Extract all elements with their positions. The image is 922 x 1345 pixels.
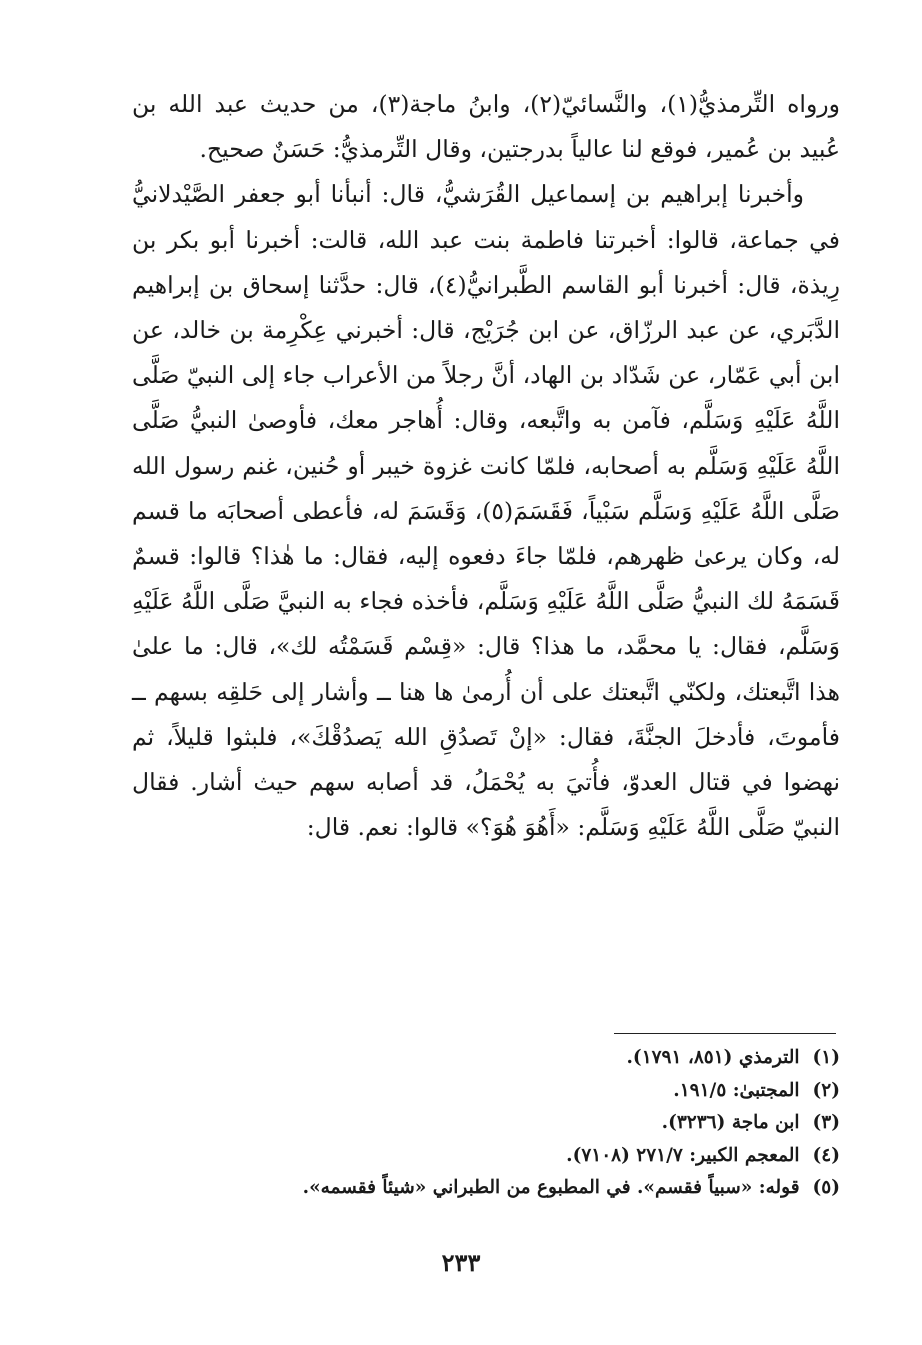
footnote-4 [132, 1140, 840, 1173]
footnote-text: ابن ماجة (٣٢٣٦). [661, 1112, 800, 1134]
footnote-number: (٢) [812, 1079, 840, 1101]
paragraph-1: ورواه التِّرمذيُّ(١)، والنَّسائيّ(٢)، وابنُ ماجة(٣)، من حديث عبد الله بن عُبيد بن عُمير، فوقع لنا عالياً بدرجتين، وقال التِّرمذيُّ: حَسَنٌ صحيح. [132, 90, 840, 164]
footnote-separator [614, 1033, 836, 1034]
main-text [132, 82, 840, 850]
footnote-number: (٥) [812, 1177, 840, 1199]
footnote-5 [132, 1172, 840, 1205]
footnote-text: المجتبىٰ: ١٩١/٥. [673, 1079, 800, 1101]
footnote-1 [132, 1042, 840, 1075]
page-number: ٢٣٣ [441, 1248, 481, 1277]
footnote-number: (١) [812, 1047, 840, 1068]
footnote-text: قوله: «سبياً فقسم». في المطبوع من الطبراني «شيئاً فقسمه». [302, 1177, 800, 1199]
footnotes [132, 1042, 840, 1205]
footnote-2 [132, 1075, 840, 1108]
footnote-3 [132, 1107, 840, 1140]
footnote-number: (٣) [812, 1112, 840, 1134]
paragraph-2: وأخبرنا إبراهيم بن إسماعيل القُرَشيُّ، قال: أنبأنا أبو جعفر الصَّيْدلانيُّ في جماعة، قالوا: أخبرتنا فاطمة بنت عبد الله، قالت: أخبرنا أبو بكر بن رِيذة، قال: أخبرنا أبو القاسم الطَّبرانيُّ(٤)، قال: حدَّثنا إسحاق بن إبراهيم الدَّبَري، عن عبد الرزّاق، عن ابن جُرَيْج، قال: أخبرني عِكْرِمة بن خالد، عن ابن أبي عَمّار، عن شَدّاد بن الهاد، أنَّ رجلاً من الأعراب جاء إلى النبيّ صَلَّى اللَّهُ عَلَيْهِ وَسَلَّم، فآمن به واتَّبعه، وقال: أُهاجر معك، فأوصىٰ النبيُّ صَلَّى اللَّهُ عَلَيْهِ وَسَلَّم به أصحابه، فلمّا كانت غزوة خيبر أو حُنين، غنم رسول الله صَلَّى اللَّهُ عَلَيْهِ وَسَلَّم سَبْياً، فَقَسَمَ(٥)، وَقَسَمَ له، فأعطى أصحابَه ما قسم له، وكان يرعىٰ ظهرهم، فلمّا جاءَ دفعوه إليه، فقال: ما هٰذا؟ قالوا: قسمٌ قَسَمَهُ لك النبيُّ صَلَّى اللَّهُ عَلَيْهِ وَسَلَّم، فأخذه فجاء به النبيَّ صَلَّى اللَّهُ عَلَيْهِ وَسَلَّم، فقال: يا محمَّد، ما هذا؟ قال: «قِسْم قَسَمْتُه لك»، قال: ما علىٰ هذا اتَّبعتك، ولكنّي اتَّبعتك على أن أُرمىٰ ها هنا ــ وأشار إلى حَلقِه بسهم ــ فأموتَ، فأدخلَ الجنَّةَ، فقال: «إنْ تَصدُقِ الله يَصدُقْكَ»، فلبثوا قليلاً، ثم نهضوا في قتال العدوّ، فأُتيَ به يُحْمَلُ، قد أصابه سهم حيث أشار. فقال النبيّ صَلَّى اللَّهُ عَلَيْهِ وَسَلَّم: «أَهُوَ هُوَ؟» قالوا: نعم. قال: [132, 180, 840, 842]
footnote-number: (٤) [812, 1144, 840, 1166]
footnote-text: الترمذي (٨٥١، ١٧٩١). [626, 1047, 800, 1068]
footnote-text: المعجم الكبير: ٢٧١/٧ (٧١٠٨). [566, 1144, 800, 1166]
